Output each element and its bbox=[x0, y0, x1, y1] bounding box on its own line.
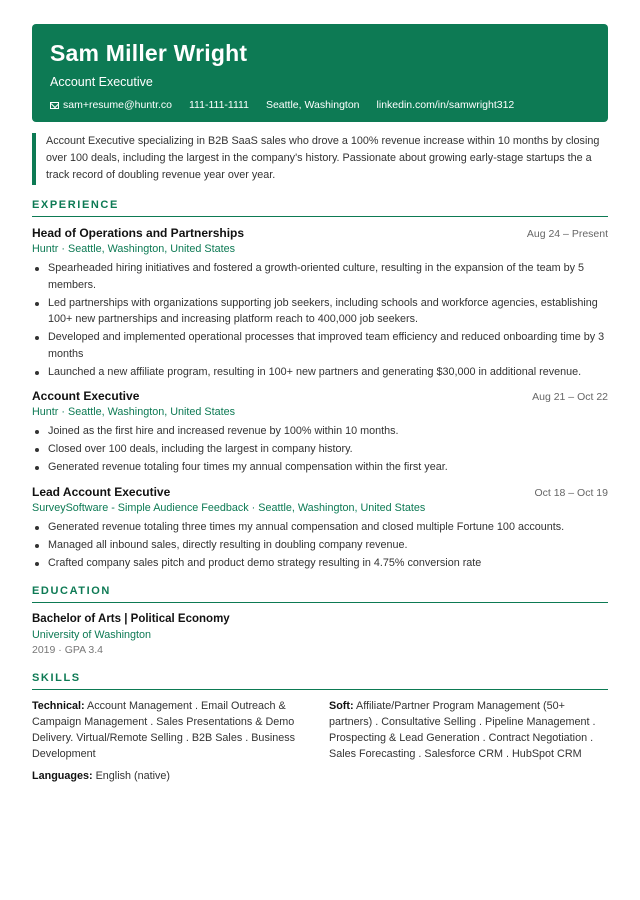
candidate-role: Account Executive bbox=[50, 75, 153, 89]
job-bullet: Led partnerships with organizations supporting job seekers, including schools and workforce agencies, establishing 100+ new partnerships and increasing platform reach to 400,000 job seekers. bbox=[32, 295, 608, 328]
skills-technical-label: Technical: bbox=[32, 700, 85, 712]
job-company: Huntr · Seattle, Washington, United States bbox=[32, 243, 236, 255]
skills-soft-label: Soft: bbox=[329, 700, 354, 712]
job-entry bbox=[32, 484, 608, 572]
education-meta: 2019 · GPA 3.4 bbox=[32, 644, 104, 656]
contact-location: Seattle, Washington bbox=[265, 99, 360, 111]
job-title: Head of Operations and Partnerships bbox=[32, 226, 245, 240]
job-title: Account Executive bbox=[32, 389, 140, 403]
job-company: SurveySoftware - Simple Audience Feedback · Seattle, Washington, United States bbox=[32, 501, 426, 514]
job-date: Oct 18 – Oct 19 bbox=[534, 486, 608, 499]
skills-technical-text: Account Management . Email Outreach & Campaign Management . Sales Presentations & Demo Delivery. Virtual/Remote Selling . B2B Sales . Business Development bbox=[32, 700, 296, 760]
summary: Account Executive specializing in B2B SaaS sales who drove a 100% revenue increase within 10 months by closing over 100 deals, including the largest in the company's history. Passionate about growing early-stage startups the a track record of doubling revenue year over year. bbox=[32, 133, 608, 185]
job-entry bbox=[32, 388, 608, 476]
job-entry bbox=[32, 225, 608, 380]
job-bullet: Spearheaded hiring initiatives and fostered a growth-oriented culture, resulting in the expansion of the team by 5 members. bbox=[32, 260, 608, 293]
email-text: sam+resume@huntr.co bbox=[63, 99, 172, 111]
job-bullets bbox=[32, 260, 608, 380]
education-entry bbox=[32, 611, 608, 658]
experience-heading: EXPERIENCE bbox=[32, 198, 608, 217]
skills-technical bbox=[32, 698, 307, 762]
experience-list bbox=[32, 225, 608, 571]
education-heading: EDUCATION bbox=[32, 584, 608, 603]
languages-label: Languages: bbox=[32, 770, 93, 782]
job-bullets bbox=[32, 423, 608, 476]
job-header bbox=[32, 225, 608, 241]
contact-row bbox=[50, 98, 590, 112]
job-bullet: Developed and implemented operational processes that improved team efficiency and reduced onboarding time by 3 months bbox=[32, 329, 608, 362]
job-company: Huntr · Seattle, Washington, United States bbox=[32, 406, 236, 418]
job-header bbox=[32, 388, 608, 404]
skills-soft-text: Affiliate/Partner Program Management (50+ partners) . Consultative Selling . Pipeline Management . Prospecting & Lead Generation . Contract Negotiation . Sales Forecasting . Salesforce CRM . HubSpot CRM bbox=[329, 700, 596, 760]
job-date: Aug 24 – Present bbox=[526, 228, 608, 240]
skills-columns bbox=[32, 698, 608, 762]
mail-icon bbox=[50, 102, 59, 109]
languages-text: English (native) bbox=[95, 770, 171, 782]
job-title: Lead Account Executive bbox=[32, 484, 171, 499]
skills-heading: SKILLS bbox=[32, 671, 608, 690]
skills-languages bbox=[32, 768, 608, 784]
job-bullet: Crafted company sales pitch and product demo strategy resulting in 4.75% conversion rate bbox=[32, 555, 608, 572]
job-bullet: Joined as the first hire and increased revenue by 100% within 10 months. bbox=[32, 423, 608, 440]
job-date: Aug 21 – Oct 22 bbox=[532, 391, 608, 403]
job-bullet: Generated revenue totaling four times my annual compensation within the first year. bbox=[32, 459, 608, 476]
resume-header bbox=[32, 24, 608, 122]
job-header bbox=[32, 484, 608, 500]
contact-email[interactable] bbox=[50, 98, 172, 112]
education-degree: Bachelor of Arts | Political Economy bbox=[32, 613, 230, 625]
candidate-name: Sam Miller Wright bbox=[50, 40, 248, 66]
job-bullet: Generated revenue totaling three times my annual compensation and closed multiple Fortune 100 accounts. bbox=[32, 519, 608, 536]
job-bullets bbox=[32, 519, 608, 572]
job-bullet: Launched a new affiliate program, resulting in 100+ new partners and generating $30,000 in additional revenue. bbox=[32, 364, 608, 381]
job-bullet: Managed all inbound sales, directly resulting in doubling company revenue. bbox=[32, 537, 608, 554]
education-school: University of Washington bbox=[32, 629, 152, 641]
contact-linkedin[interactable]: linkedin.com/in/samwright312 bbox=[376, 99, 515, 111]
skills-soft bbox=[329, 698, 604, 762]
job-bullet: Closed over 100 deals, including the largest in company history. bbox=[32, 441, 608, 458]
contact-phone: 111-111-1111 bbox=[189, 99, 249, 111]
